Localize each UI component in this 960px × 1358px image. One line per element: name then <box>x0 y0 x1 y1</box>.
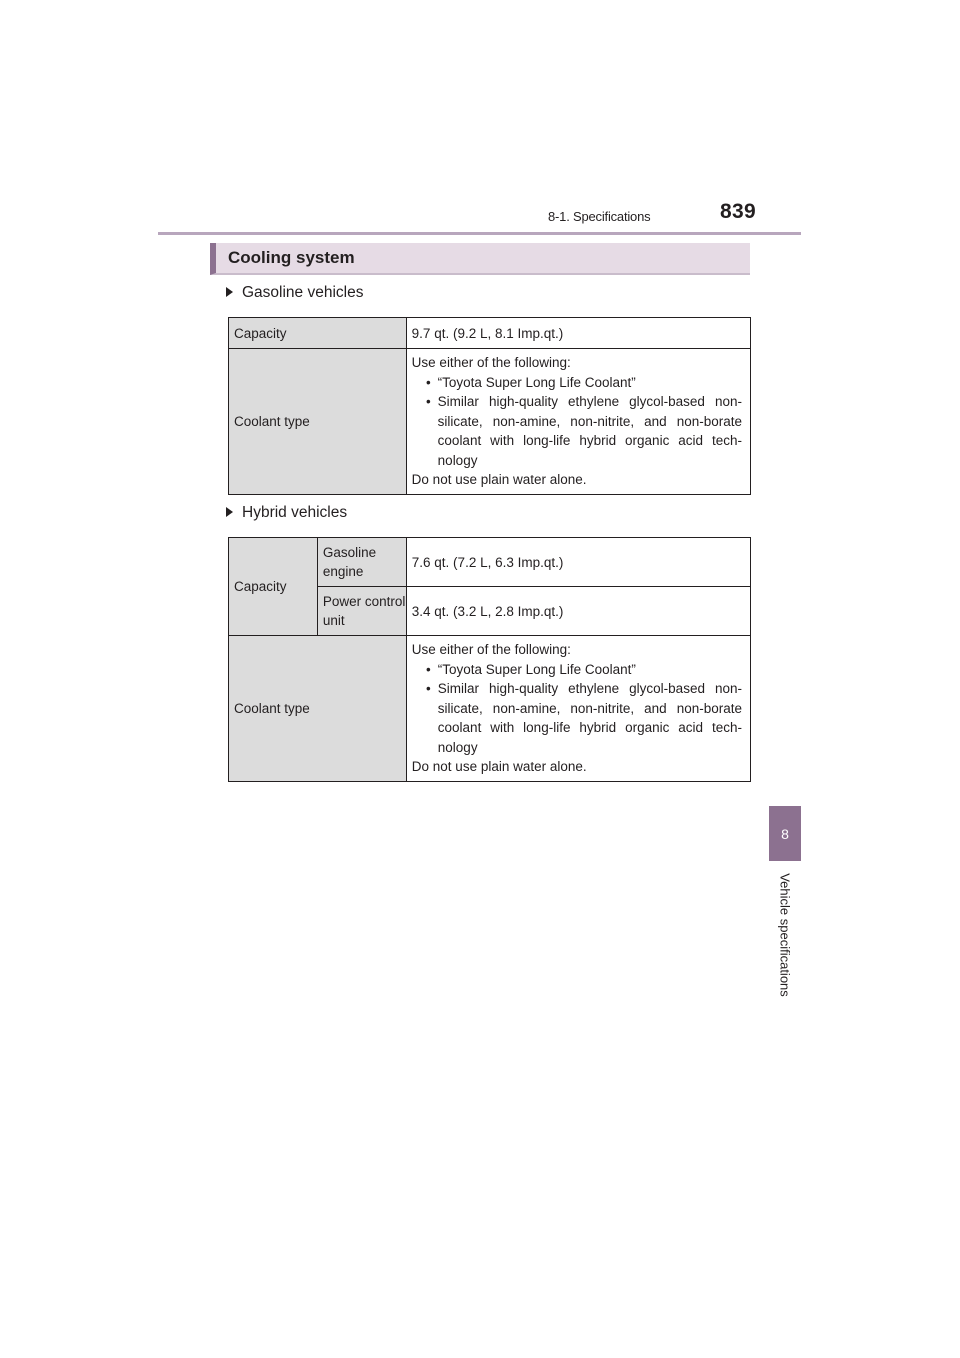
chapter-number: 8 <box>781 825 789 842</box>
list-item: • “Toyota Super Long Life Coolant” <box>412 660 742 680</box>
gasoline-engine-value: 7.6 qt. (7.2 L, 6.3 Imp.qt.) <box>411 554 564 570</box>
running-header-section: 8-1. Specifications <box>548 209 651 224</box>
table-row <box>229 318 751 349</box>
power-control-unit-value: 3.4 qt. (3.2 L, 2.8 Imp.qt.) <box>411 603 564 619</box>
coolant-label-cell <box>229 349 407 495</box>
coolant-intro: Use either of the following: <box>411 642 571 658</box>
gasoline-heading-text: Gasoline vehicles <box>242 284 364 301</box>
list-item: • Similar high-quality ethylene glycol-based non-silicate, non-amine, non-nitrite, and non-borate coolant with long-life hybrid organic acid tech-nology <box>412 392 742 470</box>
table-row <box>229 636 751 782</box>
coolant-type-label: Coolant type <box>234 414 310 429</box>
list-item: • Similar high-quality ethylene glycol-based non-silicate, non-amine, non-nitrite, and non-borate coolant with long-life hybrid organic acid tech-nology <box>412 679 742 757</box>
table-row <box>229 538 751 587</box>
gasoline-spec-table <box>228 317 751 495</box>
capacity-label-cell <box>229 318 407 349</box>
hybrid-subheading <box>226 504 347 522</box>
coolant-type-label: Coolant type <box>234 701 310 716</box>
coolant-option-1: “Toyota Super Long Life Coolant” <box>437 374 636 390</box>
triangle-bullet-icon <box>226 507 233 517</box>
coolant-option-2: Similar high-quality ethylene glycol-based non-silicate, non-amine, non-nitrite, and non-borate coolant with long-life hybrid organic acid tech-nology <box>437 394 742 468</box>
gasoline-subheading <box>226 284 363 302</box>
capacity-value: 9.7 qt. (9.2 L, 8.1 Imp.qt.) <box>411 325 564 341</box>
list-item: • “Toyota Super Long Life Coolant” <box>412 373 742 393</box>
capacity-label: Capacity <box>234 325 287 341</box>
chapter-title: Vehicle specifications <box>777 873 793 997</box>
header-divider <box>158 232 801 235</box>
engine-label-cell <box>317 538 406 587</box>
gasoline-engine-label: Gasoline engine <box>322 545 377 579</box>
pcu-value-cell <box>406 587 750 636</box>
section-title: Cooling system <box>228 248 355 267</box>
coolant-value-cell <box>406 636 750 782</box>
coolant-label-cell <box>229 636 407 782</box>
hybrid-heading-text: Hybrid vehicles <box>242 504 348 521</box>
coolant-note: Do not use plain water alone. <box>411 472 587 488</box>
section-heading-bar <box>210 243 750 275</box>
power-control-unit-label: Power control unit <box>322 594 406 628</box>
coolant-option-2: Similar high-quality ethylene glycol-based non-silicate, non-amine, non-nitrite, and non-borate coolant with long-life hybrid organic acid tech-nology <box>437 681 742 755</box>
hybrid-spec-table <box>228 537 751 782</box>
capacity-label: Capacity <box>234 579 287 594</box>
table-row <box>229 349 751 495</box>
coolant-note: Do not use plain water alone. <box>411 759 587 775</box>
coolant-option-1: “Toyota Super Long Life Coolant” <box>437 661 636 677</box>
triangle-bullet-icon <box>226 287 233 297</box>
coolant-intro: Use either of the following: <box>411 355 571 371</box>
capacity-value-cell <box>406 318 750 349</box>
engine-value-cell <box>406 538 750 587</box>
chapter-tab[interactable] <box>769 806 801 861</box>
capacity-label-cell <box>229 538 318 636</box>
coolant-value-cell <box>406 349 750 495</box>
page-number: 839 <box>720 200 756 223</box>
pcu-label-cell <box>317 587 406 636</box>
